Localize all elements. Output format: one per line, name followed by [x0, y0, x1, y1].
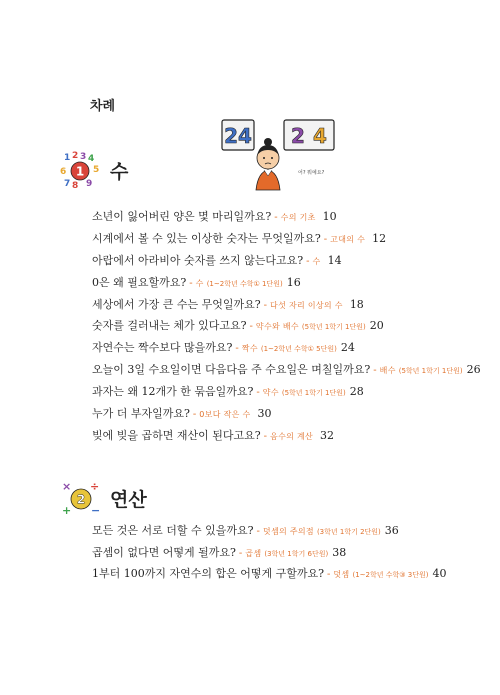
toc-topic: 약수와 배수 — [255, 322, 299, 332]
svg-text:5: 5 — [93, 165, 100, 175]
toc-question: 오늘이 3일 수요일이면 다음다음 주 수요일은 며칠일까요? — [92, 363, 371, 377]
toc-topic: 약수 — [262, 388, 279, 398]
toc-topic: 덧셈 — [333, 570, 350, 579]
toc-item[interactable]: 모든 것은 서로 더할 수 있을까요? - 덧셈의 주의점 (3학년 1학기 2단원) 36 — [92, 524, 399, 537]
toc-item[interactable]: 과자는 왜 12개가 한 묶음일까요? - 약수 (5학년 1학기 1단원) 28 — [92, 385, 364, 399]
toc-topic: 짝수 — [241, 344, 258, 354]
toc-page-number: 36 — [384, 524, 399, 537]
toc-topic: 덧셈의 주의점 — [262, 527, 314, 536]
toc-question: 0은 왜 필요할까요? — [92, 275, 187, 289]
girl-character-icon — [256, 138, 280, 190]
toc-curriculum: (1~2학년 수학① 5단원) — [260, 345, 337, 354]
toc-item[interactable]: 누가 더 부자일까요? - 0보다 작은 수 30 — [92, 407, 272, 421]
toc-question: 빚에 빚을 곱하면 재산이 된다고요? — [92, 428, 261, 442]
chapter-1-number: 1 — [75, 164, 85, 179]
toc-page-number: 28 — [349, 385, 364, 399]
chapter-2-title: 연산 — [110, 488, 147, 511]
toc-topic: 수의 기초 — [280, 213, 316, 222]
toc-item[interactable]: 빚에 빚을 곱하면 재산이 된다고요? - 음수의 계산 32 — [92, 428, 335, 442]
chapter-2-number: 2 — [76, 492, 86, 507]
toc-page-number: 30 — [257, 407, 272, 421]
hero-number-2: 2 — [291, 124, 305, 148]
toc-page-number: 24 — [340, 341, 355, 355]
svg-text:9: 9 — [86, 179, 93, 189]
toc-curriculum: (5학년 1학기 1단원) — [281, 389, 346, 398]
toc-item[interactable]: 0은 왜 필요할까요? - 수 (1~2학년 수학① 1단원) 16 — [92, 275, 301, 289]
toc-page-number: 32 — [320, 428, 335, 442]
toc-question: 아랍에서 아라비아 숫자를 쓰지 않는다고요? — [92, 253, 304, 267]
toc-topic: 다섯 자리 이상의 수 — [270, 300, 343, 310]
numbers-badge-icon — [60, 150, 102, 190]
toc-page-number: 26 — [466, 363, 481, 377]
toc-question: 과자는 왜 12개가 한 묶음일까요? — [92, 385, 254, 399]
toc-question: 시계에서 볼 수 있는 이상한 숫자는 무엇일까요? — [92, 231, 321, 245]
chapter-2-list — [92, 520, 446, 585]
svg-text:7: 7 — [64, 179, 71, 189]
svg-text:8: 8 — [72, 181, 79, 190]
chapter-2-header — [60, 478, 147, 518]
svg-text:6: 6 — [60, 167, 67, 177]
toc-question: 모든 것은 서로 더할 수 있을까요? — [92, 524, 254, 537]
toc-question: 세상에서 가장 큰 수는 무엇일까요? — [92, 297, 261, 311]
toc-question: 소년이 잃어버린 양은 몇 마리일까요? — [92, 210, 272, 223]
toc-page-number: 20 — [369, 319, 384, 333]
svg-text:−: − — [91, 504, 101, 517]
svg-text:+: + — [62, 504, 72, 517]
hero-number-24: 24 — [224, 124, 252, 148]
operators-badge-icon — [60, 478, 102, 518]
hero-number-4: 4 — [313, 124, 327, 148]
toc-item[interactable]: 숫자를 걸러내는 체가 있다고요? - 약수와 배수 (5학년 1학기 1단원) 20 — [92, 319, 384, 333]
toc-page-number: 40 — [432, 567, 447, 580]
toc-topic: 0보다 작은 수 — [199, 410, 251, 420]
svg-text:2: 2 — [72, 151, 79, 161]
toc-page-number: 16 — [286, 275, 301, 289]
toc-curriculum: (3학년 1학기 2단원) — [316, 528, 381, 536]
svg-text:1: 1 — [64, 153, 71, 163]
toc-item[interactable]: 곱셈이 없다면 어떻게 될까요? - 곱셈 (3학년 1학기 6단원) 38 — [92, 545, 347, 559]
toc-page-number: 12 — [372, 231, 387, 245]
svg-text:×: × — [62, 480, 72, 493]
toc-page-number: 14 — [327, 253, 342, 267]
toc-topic: 음수의 계산 — [270, 431, 314, 441]
toc-item[interactable]: 아랍에서 아라비아 숫자를 쓰지 않는다고요? - 수 14 — [92, 253, 342, 267]
toc-item[interactable]: 오늘이 3일 수요일이면 다음다음 주 수요일은 며칠일까요? - 배수 (5학년 1학기 1단원) 26 — [92, 363, 481, 377]
chapter-1-title: 수 — [110, 160, 129, 183]
hero-caption: 어? 뭐예요? — [298, 170, 325, 176]
page-title: 차례 — [90, 99, 116, 114]
toc-curriculum: (5학년 1학기 1단원) — [301, 323, 366, 332]
hero-illustration — [220, 118, 340, 198]
toc-topic: 고대의 수 — [330, 234, 366, 244]
chapter-1-list — [92, 206, 481, 447]
toc-curriculum: (1~2학년 수학① 1단원) — [206, 279, 283, 288]
svg-text:4: 4 — [88, 154, 95, 164]
toc-question: 숫자를 걸러내는 체가 있다고요? — [92, 319, 247, 333]
toc-curriculum: (1~2학년 수학③ 3단원) — [352, 571, 429, 579]
toc-question: 곱셈이 없다면 어떻게 될까요? — [92, 545, 236, 559]
toc-page-number: 38 — [332, 545, 347, 559]
toc-topic: 수 — [195, 278, 204, 288]
toc-question: 자연수는 짝수보다 많을까요? — [92, 341, 233, 355]
toc-page-number: 10 — [322, 210, 337, 223]
toc-item[interactable]: 세상에서 가장 큰 수는 무엇일까요? - 다섯 자리 이상의 수 18 — [92, 297, 364, 311]
svg-text:÷: ÷ — [90, 480, 100, 493]
toc-question: 1부터 100까지 자연수의 합은 어떻게 구할까요? — [92, 567, 325, 580]
toc-topic: 수 — [312, 256, 321, 266]
toc-item[interactable]: 시계에서 볼 수 있는 이상한 숫자는 무엇일까요? - 고대의 수 12 — [92, 231, 387, 245]
toc-curriculum: (5학년 1학기 1단원) — [398, 367, 463, 376]
toc-topic: 배수 — [379, 366, 396, 376]
toc-question: 누가 더 부자일까요? — [92, 407, 190, 421]
toc-topic: 곱셈 — [245, 548, 262, 558]
svg-text:3: 3 — [80, 152, 87, 162]
toc-item[interactable]: 자연수는 짝수보다 많을까요? - 짝수 (1~2학년 수학① 5단원) 24 — [92, 341, 355, 355]
toc-curriculum: (3학년 1학기 6단원) — [264, 549, 329, 558]
toc-item[interactable]: 1부터 100까지 자연수의 합은 어떻게 구할까요? - 덧셈 (1~2학년 수학③ 3단원) 40 — [92, 567, 447, 580]
toc-page-number: 18 — [349, 297, 364, 311]
chapter-1-header — [60, 150, 128, 190]
toc-item[interactable]: 소년이 잃어버린 양은 몇 마리일까요? - 수의 기초 10 — [92, 210, 337, 223]
